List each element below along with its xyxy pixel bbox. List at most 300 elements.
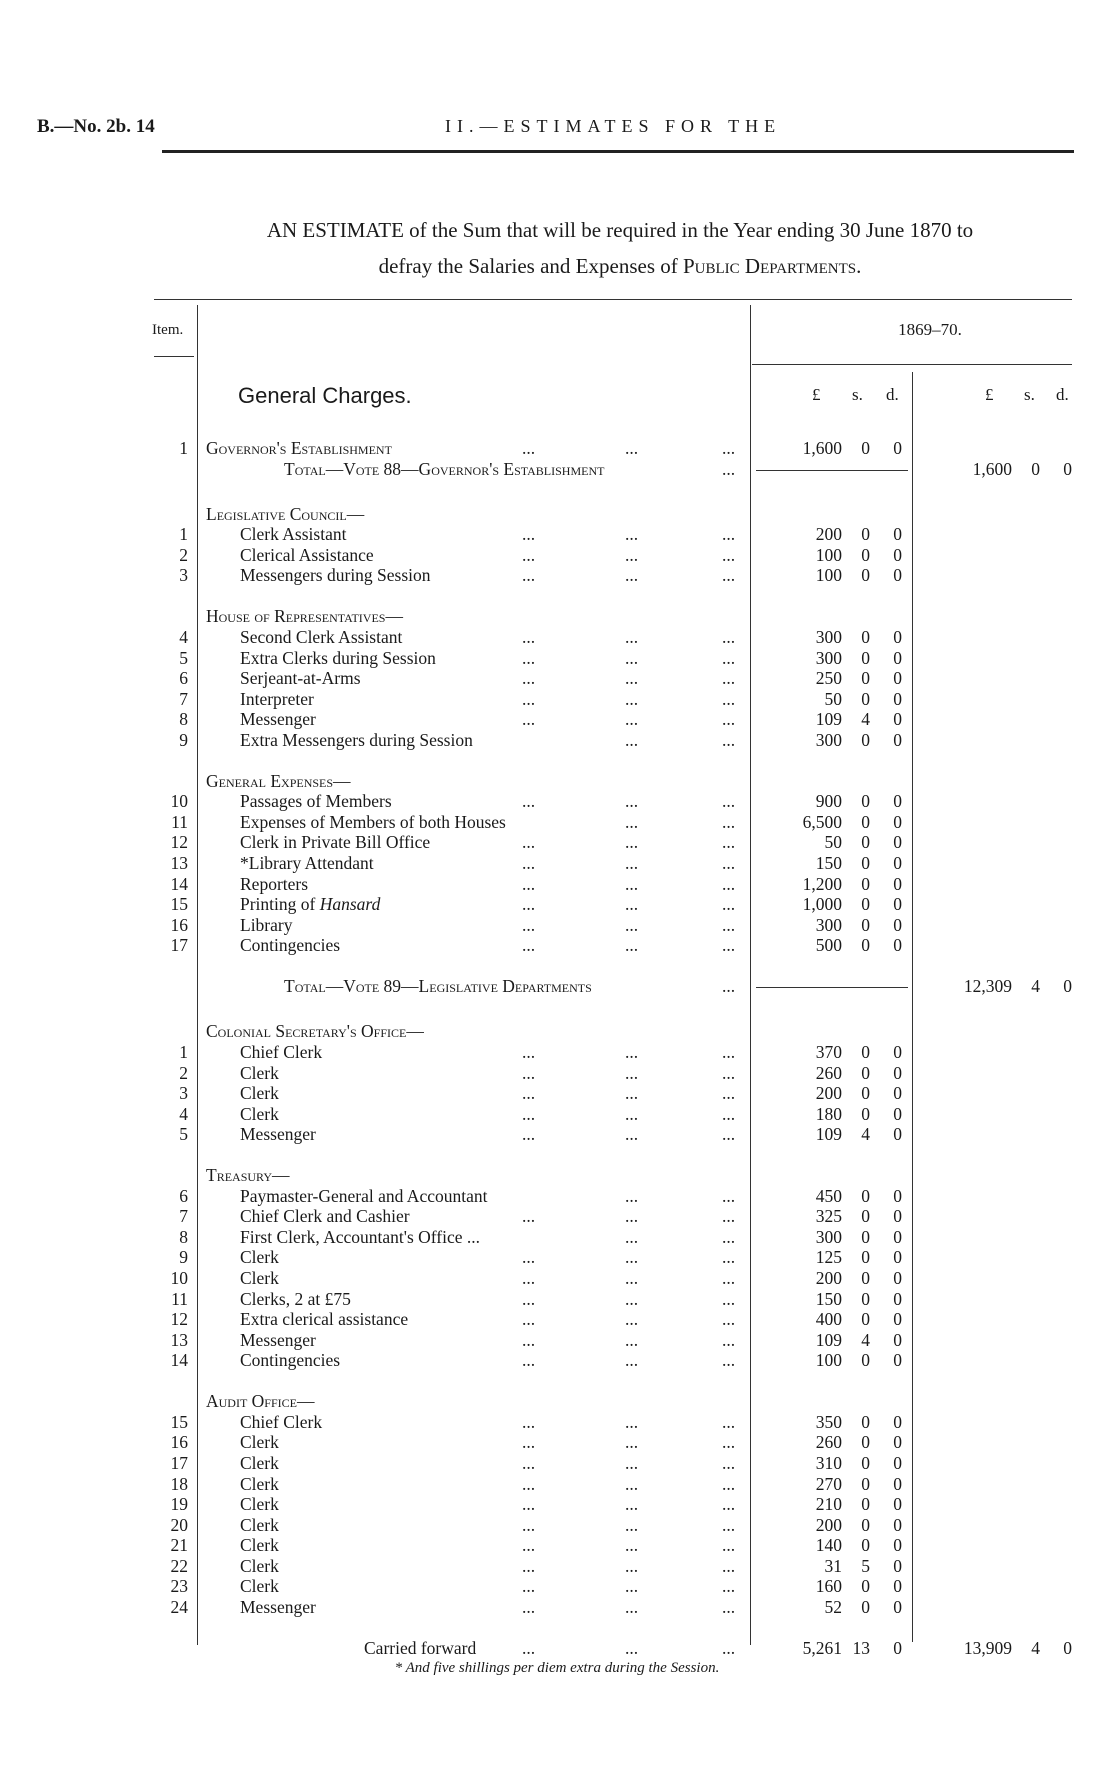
amount-pence: 0 bbox=[893, 1103, 902, 1124]
leader-dots: ... bbox=[522, 873, 536, 894]
leader-dots: ... bbox=[722, 1062, 736, 1083]
amount-pence: 0 bbox=[893, 791, 902, 812]
leader-dots: ... bbox=[722, 811, 736, 832]
leader-dots: ... bbox=[522, 438, 536, 458]
total-shillings: 4 bbox=[1031, 976, 1040, 997]
amount-pounds: 310 bbox=[815, 1452, 842, 1473]
leader-dots: ... bbox=[625, 1535, 639, 1556]
leader-dots: ... bbox=[722, 438, 736, 458]
leader-dots: ... bbox=[625, 1041, 639, 1062]
leader-dots: ... bbox=[722, 873, 736, 894]
leader-dots: ... bbox=[722, 544, 736, 565]
leader-dots: ... bbox=[722, 1432, 736, 1453]
leader-dots: ... bbox=[625, 1576, 639, 1597]
leader-dots: ... bbox=[522, 832, 536, 853]
year-column-header: 1869–70. bbox=[898, 320, 962, 339]
amount-pence: 0 bbox=[893, 894, 902, 915]
amount-pence: 0 bbox=[893, 1083, 902, 1104]
item-number: 10 bbox=[170, 791, 188, 812]
table-row bbox=[0, 1576, 1114, 1596]
table-row bbox=[0, 1309, 1114, 1329]
row-description: Library bbox=[240, 914, 293, 935]
amount-pounds: 200 bbox=[815, 524, 842, 545]
amount-shillings: 0 bbox=[861, 668, 870, 689]
item-number: 16 bbox=[170, 1432, 188, 1453]
total-pence: 0 bbox=[1063, 1637, 1072, 1658]
table-row bbox=[0, 894, 1114, 914]
row-description: Audit Office— bbox=[206, 1391, 315, 1412]
amount-shillings: 0 bbox=[861, 438, 870, 458]
leader-dots: ... bbox=[625, 565, 639, 586]
row-description: Chief Clerk and Cashier bbox=[240, 1206, 410, 1227]
leader-dots: ... bbox=[522, 1103, 536, 1124]
amount-pounds: 500 bbox=[815, 935, 842, 956]
amount-pounds: 160 bbox=[815, 1576, 842, 1597]
leader-dots: ... bbox=[625, 1185, 639, 1206]
amount-pounds: 1,600 bbox=[802, 438, 842, 458]
leader-dots: ... bbox=[722, 1309, 736, 1330]
leader-dots: ... bbox=[722, 894, 736, 915]
leader-dots: ... bbox=[522, 1329, 536, 1350]
row-description: Extra Clerks during Session bbox=[240, 647, 436, 668]
leader-dots: ... bbox=[722, 729, 736, 750]
leader-dots: ... bbox=[625, 1206, 639, 1227]
footnote: * And five shillings per diem extra during the Session. bbox=[394, 1660, 720, 1676]
amount-shillings: 0 bbox=[861, 1185, 870, 1206]
item-number: 6 bbox=[179, 668, 188, 689]
amount-shillings: 0 bbox=[861, 1206, 870, 1227]
leader-dots: ... bbox=[625, 1062, 639, 1083]
leader-dots: ... bbox=[625, 832, 639, 853]
amount-pounds: 109 bbox=[815, 1329, 842, 1350]
leader-dots: ... bbox=[625, 1473, 639, 1494]
row-description: First Clerk, Accountant's Office ... bbox=[240, 1226, 481, 1247]
table-row bbox=[0, 1289, 1114, 1309]
leader-dots: ... bbox=[625, 626, 639, 647]
item-number: 19 bbox=[170, 1494, 188, 1515]
leader-dots: ... bbox=[722, 668, 736, 689]
row-description: Passages of Members bbox=[240, 791, 392, 812]
amount-pence: 0 bbox=[893, 1309, 902, 1330]
leader-dots: ... bbox=[722, 1247, 736, 1268]
amount-pence: 0 bbox=[893, 1637, 902, 1658]
leader-dots: ... bbox=[722, 1555, 736, 1576]
leader-dots: ... bbox=[522, 1637, 536, 1658]
leader-dots: ... bbox=[722, 565, 736, 586]
row-description: Contingencies bbox=[240, 935, 341, 956]
amount-shillings: 0 bbox=[861, 811, 870, 832]
amount-shillings: 0 bbox=[861, 1494, 870, 1515]
amount-pounds: 370 bbox=[815, 1041, 842, 1062]
amount-pence: 0 bbox=[893, 647, 902, 668]
leader-dots: ... bbox=[522, 853, 536, 873]
amount-pounds: 325 bbox=[815, 1206, 842, 1227]
amount-pence: 0 bbox=[893, 853, 902, 873]
leader-dots: ... bbox=[522, 1432, 536, 1453]
amount-pounds: 900 bbox=[815, 791, 842, 812]
row-description: Chief Clerk bbox=[240, 1411, 323, 1432]
amount-pence: 0 bbox=[893, 709, 902, 730]
item-number: 15 bbox=[170, 1411, 188, 1432]
amount-pounds: 450 bbox=[815, 1185, 842, 1206]
amount-pence: 0 bbox=[893, 1268, 902, 1288]
leader-dots: ... bbox=[522, 565, 536, 586]
leader-dots: ... bbox=[625, 1494, 639, 1515]
leader-dots: ... bbox=[522, 1268, 536, 1288]
leader-dots: ... bbox=[522, 914, 536, 935]
table-row bbox=[0, 1474, 1114, 1494]
leader-dots: ... bbox=[625, 1288, 639, 1309]
leader-dots: ... bbox=[625, 873, 639, 894]
total-pounds: 13,909 bbox=[963, 1637, 1012, 1658]
amount-pounds: 300 bbox=[815, 729, 842, 750]
table-row bbox=[0, 791, 1114, 811]
leader-dots: ... bbox=[625, 1309, 639, 1330]
carried-forward-row bbox=[0, 1638, 1114, 1658]
leader-dots: ... bbox=[722, 1411, 736, 1432]
item-number: 8 bbox=[179, 709, 188, 730]
amount-shillings: 0 bbox=[861, 791, 870, 812]
amount-shillings: 0 bbox=[861, 565, 870, 586]
leader-dots: ... bbox=[522, 688, 536, 709]
amount-pence: 0 bbox=[893, 1555, 902, 1576]
table-row bbox=[0, 730, 1114, 750]
item-number: 24 bbox=[170, 1596, 188, 1617]
leader-dots: ... bbox=[522, 1494, 536, 1515]
leader-dots: ... bbox=[625, 1329, 639, 1350]
amount-pounds: 180 bbox=[815, 1103, 842, 1124]
section-subheading bbox=[0, 1165, 1114, 1185]
amount-pounds: 109 bbox=[815, 1124, 842, 1145]
amount-shillings: 4 bbox=[861, 1329, 870, 1350]
leader-dots: ... bbox=[722, 688, 736, 709]
amount-pence: 0 bbox=[893, 544, 902, 565]
amount-shillings: 0 bbox=[861, 1062, 870, 1083]
amount-pounds: 300 bbox=[815, 626, 842, 647]
item-number: 21 bbox=[170, 1535, 188, 1556]
amount-pence: 0 bbox=[893, 811, 902, 832]
table-row bbox=[0, 874, 1114, 894]
amount-shillings: 0 bbox=[861, 1452, 870, 1473]
item-head-rule bbox=[154, 356, 194, 357]
leader-dots: ... bbox=[522, 791, 536, 812]
leader-dots: ... bbox=[625, 853, 639, 873]
table-row bbox=[0, 812, 1114, 832]
amount-pounds: 50 bbox=[824, 688, 842, 709]
leader-dots: ... bbox=[522, 1041, 536, 1062]
amount-shillings: 0 bbox=[861, 544, 870, 565]
item-number: 3 bbox=[179, 565, 188, 586]
row-description: Clerk Assistant bbox=[240, 524, 347, 545]
leader-dots: ... bbox=[522, 668, 536, 689]
item-number: 20 bbox=[170, 1514, 188, 1535]
leader-dots: ... bbox=[522, 1350, 536, 1371]
amount-pounds: 200 bbox=[815, 1083, 842, 1104]
row-description: Treasury— bbox=[206, 1165, 290, 1186]
year-head-rule bbox=[752, 364, 1072, 365]
running-title: II.—ESTIMATES FOR THE bbox=[445, 116, 782, 136]
leader-dots: ... bbox=[722, 458, 736, 479]
leader-dots: ... bbox=[625, 1432, 639, 1453]
leader-dots: ... bbox=[722, 647, 736, 668]
table-row bbox=[0, 1597, 1114, 1617]
leader-dots: ... bbox=[625, 524, 639, 545]
leader-dots: ... bbox=[522, 544, 536, 565]
leader-dots: ... bbox=[625, 914, 639, 935]
leader-dots: ... bbox=[522, 1206, 536, 1227]
pound-header-1: £ bbox=[812, 385, 821, 404]
table-row bbox=[0, 709, 1114, 729]
amount-pence: 0 bbox=[893, 1576, 902, 1597]
amount-pence: 0 bbox=[893, 873, 902, 894]
amount-pence: 0 bbox=[893, 1062, 902, 1083]
amount-shillings: 13 bbox=[852, 1637, 870, 1658]
amount-pence: 0 bbox=[893, 1473, 902, 1494]
table-row bbox=[0, 1206, 1114, 1226]
table-row bbox=[0, 1453, 1114, 1473]
item-column-header: Item. bbox=[152, 322, 184, 338]
leader-dots: ... bbox=[722, 1576, 736, 1597]
title-line-2-emphasis: Public Departments. bbox=[682, 254, 862, 278]
leader-dots: ... bbox=[522, 1452, 536, 1473]
leader-dots: ... bbox=[722, 976, 736, 997]
item-number: 1 bbox=[179, 438, 188, 458]
leader-dots: ... bbox=[625, 438, 639, 458]
amount-shillings: 0 bbox=[861, 853, 870, 873]
leader-dots: ... bbox=[722, 1083, 736, 1104]
total-rule bbox=[756, 987, 908, 988]
table-row bbox=[0, 1432, 1114, 1452]
item-number: 23 bbox=[170, 1576, 188, 1597]
amount-shillings: 0 bbox=[861, 1247, 870, 1268]
item-number: 2 bbox=[179, 1062, 188, 1083]
table-row bbox=[0, 1247, 1114, 1267]
amount-shillings: 0 bbox=[861, 1288, 870, 1309]
amount-shillings: 0 bbox=[861, 1041, 870, 1062]
row-description: Messengers during Session bbox=[240, 565, 431, 586]
amount-pence: 0 bbox=[893, 1124, 902, 1145]
shilling-header-1: s. bbox=[852, 385, 863, 404]
amount-pence: 0 bbox=[893, 1247, 902, 1268]
table-row bbox=[0, 1083, 1114, 1103]
amount-pounds: 400 bbox=[815, 1309, 842, 1330]
total-pounds: 1,600 bbox=[972, 458, 1012, 479]
amount-pence: 0 bbox=[893, 565, 902, 586]
amount-shillings: 0 bbox=[861, 1083, 870, 1104]
amount-pounds: 300 bbox=[815, 647, 842, 668]
item-number: 9 bbox=[179, 729, 188, 750]
amount-pence: 0 bbox=[893, 1514, 902, 1535]
page-reference: B.—No. 2b. 14 bbox=[37, 116, 155, 137]
row-description: Clerk in Private Bill Office bbox=[240, 832, 431, 853]
item-number: 10 bbox=[170, 1268, 188, 1288]
item-number: 6 bbox=[179, 1185, 188, 1206]
amount-shillings: 0 bbox=[861, 1411, 870, 1432]
amount-shillings: 0 bbox=[861, 1535, 870, 1556]
leader-dots: ... bbox=[522, 935, 536, 956]
table-row bbox=[0, 1063, 1114, 1083]
leader-dots: ... bbox=[722, 853, 736, 873]
amount-pounds: 300 bbox=[815, 1226, 842, 1247]
total-row bbox=[0, 976, 1114, 996]
leader-dots: ... bbox=[722, 1226, 736, 1247]
title-line-2 bbox=[150, 248, 1090, 284]
item-number: 11 bbox=[171, 1288, 188, 1309]
table-row bbox=[0, 935, 1114, 955]
shilling-header-2: s. bbox=[1024, 385, 1035, 404]
leader-dots: ... bbox=[522, 626, 536, 647]
item-number: 4 bbox=[179, 1103, 188, 1124]
row-description: Total—Vote 89—Legislative Departments bbox=[284, 976, 592, 997]
amount-pence: 0 bbox=[893, 914, 902, 935]
amount-pence: 0 bbox=[893, 729, 902, 750]
row-description: Messenger bbox=[240, 1124, 316, 1145]
amount-pence: 0 bbox=[893, 688, 902, 709]
amount-pounds: 250 bbox=[815, 668, 842, 689]
leader-dots: ... bbox=[722, 709, 736, 730]
leader-dots: ... bbox=[722, 791, 736, 812]
total-shillings: 4 bbox=[1031, 1637, 1040, 1658]
item-number: 3 bbox=[179, 1083, 188, 1104]
row-description: Clerk bbox=[240, 1268, 279, 1288]
item-number: 16 bbox=[170, 914, 188, 935]
item-number: 7 bbox=[179, 688, 188, 709]
leader-dots: ... bbox=[722, 1452, 736, 1473]
row-description: Interpreter bbox=[240, 688, 314, 709]
amount-shillings: 0 bbox=[861, 873, 870, 894]
leader-dots: ... bbox=[625, 647, 639, 668]
table-row bbox=[0, 853, 1114, 873]
leader-dots: ... bbox=[522, 1083, 536, 1104]
leader-dots: ... bbox=[625, 1350, 639, 1371]
row-description: Clerk bbox=[240, 1555, 279, 1576]
leader-dots: ... bbox=[722, 626, 736, 647]
leader-dots: ... bbox=[625, 1268, 639, 1288]
table-row bbox=[0, 1535, 1114, 1555]
item-number: 13 bbox=[170, 1329, 188, 1350]
leader-dots: ... bbox=[722, 1288, 736, 1309]
row-description: Clerk bbox=[240, 1452, 279, 1473]
leader-dots: ... bbox=[625, 688, 639, 709]
section-subheading bbox=[0, 504, 1114, 524]
table-row bbox=[0, 1330, 1114, 1350]
amount-pence: 0 bbox=[893, 1452, 902, 1473]
amount-pence: 0 bbox=[893, 1432, 902, 1453]
table-row bbox=[0, 648, 1114, 668]
item-number: 7 bbox=[179, 1206, 188, 1227]
amount-shillings: 0 bbox=[861, 626, 870, 647]
amount-pounds: 270 bbox=[815, 1473, 842, 1494]
table-row bbox=[0, 1104, 1114, 1124]
total-rule bbox=[756, 470, 908, 471]
leader-dots: ... bbox=[522, 1411, 536, 1432]
leader-dots: ... bbox=[522, 894, 536, 915]
amount-shillings: 0 bbox=[861, 1432, 870, 1453]
leader-dots: ... bbox=[625, 1514, 639, 1535]
amount-shillings: 5 bbox=[861, 1555, 870, 1576]
table-row bbox=[0, 438, 1114, 458]
amount-pence: 0 bbox=[893, 1535, 902, 1556]
section-subheading bbox=[0, 606, 1114, 626]
item-number: 5 bbox=[179, 647, 188, 668]
row-description: *Library Attendant bbox=[240, 853, 374, 873]
leader-dots: ... bbox=[522, 1576, 536, 1597]
leader-dots: ... bbox=[625, 668, 639, 689]
amount-shillings: 0 bbox=[861, 914, 870, 935]
amount-shillings: 0 bbox=[861, 1514, 870, 1535]
leader-dots: ... bbox=[522, 524, 536, 545]
amount-shillings: 0 bbox=[861, 1576, 870, 1597]
amount-pence: 0 bbox=[893, 1329, 902, 1350]
amount-pounds: 210 bbox=[815, 1494, 842, 1515]
leader-dots: ... bbox=[522, 1596, 536, 1617]
leader-dots: ... bbox=[625, 811, 639, 832]
amount-shillings: 0 bbox=[861, 688, 870, 709]
leader-dots: ... bbox=[625, 1124, 639, 1145]
amount-pence: 0 bbox=[893, 668, 902, 689]
amount-pounds: 300 bbox=[815, 914, 842, 935]
amount-pounds: 200 bbox=[815, 1514, 842, 1535]
amount-pence: 0 bbox=[893, 832, 902, 853]
table-row bbox=[0, 915, 1114, 935]
leader-dots: ... bbox=[722, 524, 736, 545]
amount-pounds: 1,200 bbox=[802, 873, 842, 894]
leader-dots: ... bbox=[722, 1350, 736, 1371]
row-description: Extra clerical assistance bbox=[240, 1309, 409, 1330]
leader-dots: ... bbox=[625, 894, 639, 915]
leader-dots: ... bbox=[722, 1637, 736, 1658]
row-description: Clerk bbox=[240, 1473, 279, 1494]
amount-shillings: 0 bbox=[861, 729, 870, 750]
amount-pence: 0 bbox=[893, 935, 902, 956]
leader-dots: ... bbox=[522, 1288, 536, 1309]
leader-dots: ... bbox=[522, 1473, 536, 1494]
amount-pounds: 100 bbox=[815, 544, 842, 565]
amount-pence: 0 bbox=[893, 1411, 902, 1432]
row-description: Clerk bbox=[240, 1062, 279, 1083]
row-description: Messenger bbox=[240, 1329, 316, 1350]
row-description: Legislative Council— bbox=[206, 503, 365, 524]
total-row bbox=[0, 459, 1114, 479]
leader-dots: ... bbox=[625, 1637, 639, 1658]
leader-dots: ... bbox=[625, 1083, 639, 1104]
pound-header-2: £ bbox=[985, 385, 994, 404]
leader-dots: ... bbox=[722, 1103, 736, 1124]
item-number: 5 bbox=[179, 1124, 188, 1145]
amount-pence: 0 bbox=[893, 626, 902, 647]
table-row bbox=[0, 565, 1114, 585]
amount-pounds: 100 bbox=[815, 1350, 842, 1371]
item-number: 14 bbox=[170, 1350, 188, 1371]
table-row bbox=[0, 1556, 1114, 1576]
amount-pounds: 109 bbox=[815, 709, 842, 730]
total-pence: 0 bbox=[1063, 458, 1072, 479]
leader-dots: ... bbox=[625, 1452, 639, 1473]
section-subheading bbox=[0, 771, 1114, 791]
amount-pence: 0 bbox=[893, 1288, 902, 1309]
leader-dots: ... bbox=[722, 1514, 736, 1535]
leader-dots: ... bbox=[722, 914, 736, 935]
leader-dots: ... bbox=[625, 544, 639, 565]
table-row bbox=[0, 1268, 1114, 1288]
row-description: Clerk bbox=[240, 1103, 279, 1124]
row-description: Clerk bbox=[240, 1083, 279, 1104]
amount-pounds: 150 bbox=[815, 1288, 842, 1309]
leader-dots: ... bbox=[722, 1535, 736, 1556]
row-description: Clerk bbox=[240, 1247, 279, 1268]
item-number: 22 bbox=[170, 1555, 188, 1576]
row-description: Governor's Establishment bbox=[206, 438, 392, 458]
